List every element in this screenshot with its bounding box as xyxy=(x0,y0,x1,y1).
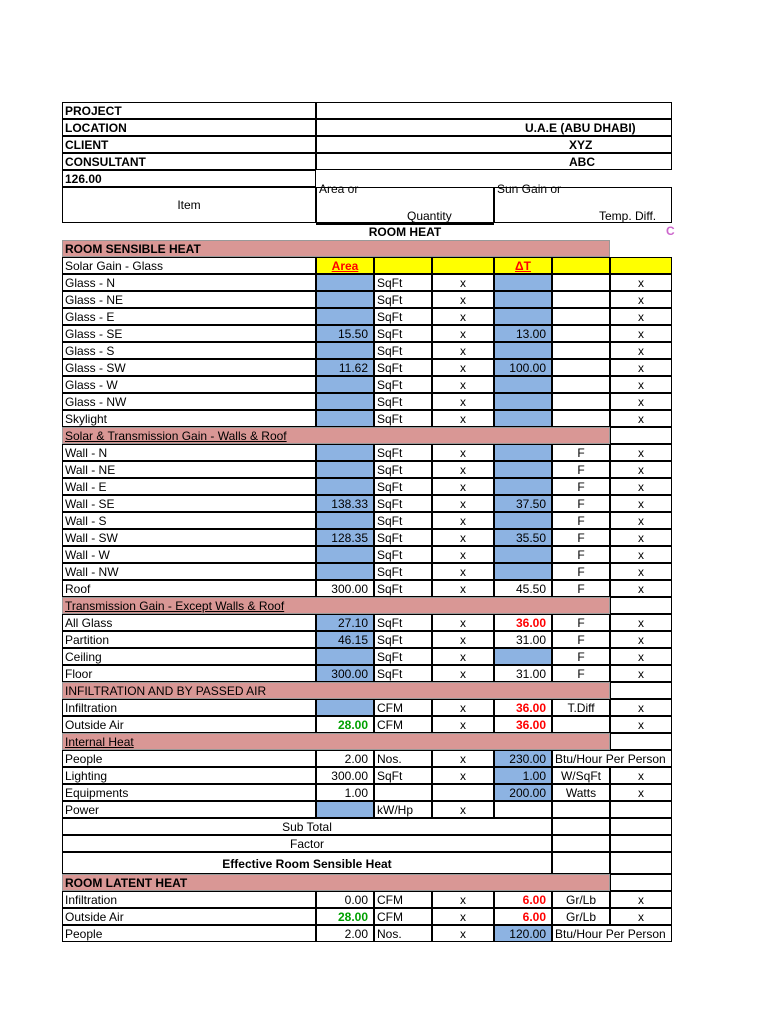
row-multiplier-2: x xyxy=(610,716,672,733)
row-delta-t-value[interactable] xyxy=(494,410,552,427)
row-area-value[interactable]: 27.10 xyxy=(316,614,374,631)
row-delta-t-value[interactable] xyxy=(494,291,552,308)
row-multiplier: x xyxy=(432,461,494,478)
row-multiplier-2: x xyxy=(610,512,672,529)
table-row xyxy=(62,376,672,393)
row-item-label: People xyxy=(62,925,316,942)
row-area-value[interactable] xyxy=(316,563,374,580)
row-item-label: Infiltration xyxy=(62,699,316,716)
table-row xyxy=(62,393,672,410)
row-item-label: Wall - W xyxy=(62,546,316,563)
row-multiplier-2: x xyxy=(610,376,672,393)
row-delta-t-value[interactable] xyxy=(494,546,552,563)
row-delta-t-value[interactable]: 31.00 xyxy=(494,631,552,648)
table-row xyxy=(62,274,672,291)
area-header: Area xyxy=(316,257,374,274)
table-row xyxy=(62,801,672,818)
row-multiplier-2: x xyxy=(610,546,672,563)
table-row xyxy=(62,716,672,733)
row-delta-t-value[interactable]: 35.50 xyxy=(494,529,552,546)
blank-cell xyxy=(316,170,672,187)
row-area-value[interactable] xyxy=(316,648,374,665)
row-multiplier-2: x xyxy=(610,699,672,716)
row-multiplier-2: x xyxy=(610,891,672,908)
row-multiplier-2: x xyxy=(610,478,672,495)
row-secondary-unit: Btu/Hour Per Person xyxy=(552,750,672,767)
row-unit: SqFt xyxy=(374,393,432,410)
sheet-number: 126.00 xyxy=(62,170,316,187)
blank-cell xyxy=(610,874,672,891)
row-unit: CFM xyxy=(374,891,432,908)
row-item-label: Wall - E xyxy=(62,478,316,495)
sub-total-label: Sub Total xyxy=(62,818,552,835)
row-secondary-unit: F xyxy=(552,614,610,631)
row-multiplier: x xyxy=(432,410,494,427)
client-label: CLIENT xyxy=(62,136,316,153)
row-multiplier-2: x xyxy=(610,580,672,597)
effective-rsh-label: Effective Room Sensible Heat xyxy=(62,852,552,874)
row-secondary-unit xyxy=(552,325,610,342)
row-secondary-unit xyxy=(552,376,610,393)
row-delta-t-value[interactable] xyxy=(494,648,552,665)
row-item-label: Glass - E xyxy=(62,308,316,325)
row-secondary-unit: F xyxy=(552,461,610,478)
row-secondary-unit: F xyxy=(552,529,610,546)
blank-cell xyxy=(552,852,610,874)
row-secondary-unit xyxy=(552,274,610,291)
row-multiplier-2: x xyxy=(610,274,672,291)
row-unit: SqFt xyxy=(374,410,432,427)
row-secondary-unit: Gr/Lb xyxy=(552,891,610,908)
row-unit: Nos. xyxy=(374,750,432,767)
row-delta-t-value[interactable]: 200.00 xyxy=(494,784,552,801)
row-area-value[interactable] xyxy=(316,801,374,818)
yellow-cell xyxy=(374,257,432,274)
row-item-label: Glass - SE xyxy=(62,325,316,342)
factor-label: Factor xyxy=(62,835,552,852)
blank-cell xyxy=(552,818,610,835)
row-multiplier: x xyxy=(432,512,494,529)
row-multiplier: x xyxy=(432,393,494,410)
table-row xyxy=(62,750,672,767)
row-item-label: All Glass xyxy=(62,614,316,631)
row-multiplier: x xyxy=(432,359,494,376)
row-area-value[interactable] xyxy=(316,546,374,563)
row-item-label: Glass - S xyxy=(62,342,316,359)
row-area-value[interactable]: 2.00 xyxy=(316,750,374,767)
row-delta-t-value[interactable] xyxy=(494,342,552,359)
row-delta-t-value[interactable] xyxy=(494,308,552,325)
row-unit: SqFt xyxy=(374,546,432,563)
row-multiplier: x xyxy=(432,563,494,580)
row-multiplier: x xyxy=(432,546,494,563)
row-multiplier-2: x xyxy=(610,665,672,682)
table-row xyxy=(62,359,672,376)
row-multiplier-2: x xyxy=(610,325,672,342)
blank-cell xyxy=(610,818,672,835)
row-item-label: Power xyxy=(62,801,316,818)
table-row xyxy=(62,699,672,716)
row-multiplier: x xyxy=(432,699,494,716)
row-multiplier-2: x xyxy=(610,529,672,546)
row-unit: SqFt xyxy=(374,512,432,529)
table-row xyxy=(62,563,672,580)
client-value[interactable]: XYZ xyxy=(316,136,672,153)
table-row xyxy=(62,291,672,308)
row-multiplier: x xyxy=(432,767,494,784)
row-delta-t-value[interactable]: 45.50 xyxy=(494,580,552,597)
row-multiplier: x xyxy=(432,342,494,359)
row-multiplier-2: x xyxy=(610,908,672,925)
row-multiplier-2: x xyxy=(610,308,672,325)
row-area-value[interactable]: 11.62 xyxy=(316,359,374,376)
row-secondary-unit: Btu/Hour Per Person xyxy=(552,925,672,942)
table-row xyxy=(62,546,672,563)
row-delta-t-value[interactable] xyxy=(494,393,552,410)
row-multiplier-2: x xyxy=(610,495,672,512)
row-unit: CFM xyxy=(374,699,432,716)
row-unit: SqFt xyxy=(374,376,432,393)
row-multiplier: x xyxy=(432,529,494,546)
section-infiltration-bypass: INFILTRATION AND BY PASSED AIR xyxy=(62,682,610,699)
row-area-value[interactable]: 1.00 xyxy=(316,784,374,801)
row-multiplier-2: x xyxy=(610,410,672,427)
table-row xyxy=(62,342,672,359)
row-area-value[interactable]: 15.50 xyxy=(316,325,374,342)
row-multiplier-2: x xyxy=(610,444,672,461)
row-multiplier: x xyxy=(432,478,494,495)
row-item-label: Infiltration xyxy=(62,891,316,908)
yellow-cell xyxy=(610,257,672,274)
row-area-value[interactable] xyxy=(316,461,374,478)
row-delta-t-value[interactable]: 13.00 xyxy=(494,325,552,342)
row-secondary-unit xyxy=(552,393,610,410)
row-secondary-unit xyxy=(552,342,610,359)
row-secondary-unit: F xyxy=(552,665,610,682)
row-item-label: Glass - N xyxy=(62,274,316,291)
room-heat-title: ROOM HEAT xyxy=(316,223,494,240)
row-delta-t-value[interactable]: 100.00 xyxy=(494,359,552,376)
row-item-label: Wall - NE xyxy=(62,461,316,478)
blank-cell xyxy=(610,682,672,699)
row-multiplier-2: x xyxy=(610,614,672,631)
row-unit: SqFt xyxy=(374,461,432,478)
row-area-value[interactable]: 46.15 xyxy=(316,631,374,648)
blank-cell xyxy=(610,733,672,750)
row-unit: SqFt xyxy=(374,580,432,597)
row-multiplier: x xyxy=(432,325,494,342)
row-secondary-unit: T.Diff xyxy=(552,699,610,716)
row-unit: SqFt xyxy=(374,648,432,665)
row-unit: Nos. xyxy=(374,925,432,942)
row-area-value[interactable] xyxy=(316,342,374,359)
row-area-value[interactable]: 28.00 xyxy=(316,716,374,733)
row-unit: SqFt xyxy=(374,308,432,325)
temp-diff-label: Temp. Diff. xyxy=(599,209,657,223)
location-value[interactable]: U.A.E (ABU DHABI) xyxy=(316,119,672,136)
row-unit: SqFt xyxy=(374,614,432,631)
row-delta-t-value[interactable] xyxy=(494,376,552,393)
row-unit: SqFt xyxy=(374,291,432,308)
row-multiplier: x xyxy=(432,908,494,925)
row-secondary-unit: F xyxy=(552,495,610,512)
row-delta-t-value[interactable] xyxy=(494,444,552,461)
row-delta-t-value[interactable] xyxy=(494,801,552,818)
item-header: Item xyxy=(62,187,316,223)
row-item-label: Wall - NW xyxy=(62,563,316,580)
row-multiplier: x xyxy=(432,495,494,512)
row-delta-t-value[interactable]: 230.00 xyxy=(494,750,552,767)
row-multiplier-2: x xyxy=(610,393,672,410)
row-item-label: Lighting xyxy=(62,767,316,784)
table-row xyxy=(62,478,672,495)
heat-load-sheet xyxy=(62,102,675,942)
row-secondary-unit xyxy=(552,308,610,325)
row-unit: SqFt xyxy=(374,359,432,376)
project-value[interactable] xyxy=(316,102,672,119)
row-area-value[interactable] xyxy=(316,308,374,325)
row-multiplier: x xyxy=(432,274,494,291)
row-multiplier-2: x xyxy=(610,631,672,648)
row-secondary-unit: F xyxy=(552,478,610,495)
row-delta-t-value[interactable] xyxy=(494,512,552,529)
row-secondary-unit: F xyxy=(552,512,610,529)
row-delta-t-value[interactable]: 36.00 xyxy=(494,716,552,733)
row-multiplier: x xyxy=(432,648,494,665)
row-area-value[interactable]: 138.33 xyxy=(316,495,374,512)
row-item-label: Outside Air xyxy=(62,908,316,925)
row-unit xyxy=(374,784,432,801)
row-secondary-unit: Gr/Lb xyxy=(552,908,610,925)
yellow-cell xyxy=(432,257,494,274)
row-unit: kW/Hp xyxy=(374,801,432,818)
row-delta-t-value[interactable] xyxy=(494,274,552,291)
row-delta-t-value[interactable]: 6.00 xyxy=(494,891,552,908)
project-label: PROJECT xyxy=(62,102,316,119)
row-multiplier-2: x xyxy=(610,342,672,359)
table-row xyxy=(62,325,672,342)
area-quantity-header xyxy=(316,182,494,223)
row-delta-t-value[interactable]: 31.00 xyxy=(494,665,552,682)
row-secondary-unit: Watts xyxy=(552,784,610,801)
row-unit: SqFt xyxy=(374,444,432,461)
clipped-column-char: C xyxy=(666,224,675,238)
row-area-value[interactable] xyxy=(316,444,374,461)
row-secondary-unit: F xyxy=(552,580,610,597)
row-area-value[interactable]: 300.00 xyxy=(316,767,374,784)
row-item-label: Wall - SE xyxy=(62,495,316,512)
table-row xyxy=(62,648,672,665)
blank-cell xyxy=(552,835,610,852)
table-row xyxy=(62,631,672,648)
table-row xyxy=(62,784,672,801)
table-row xyxy=(62,512,672,529)
row-multiplier: x xyxy=(432,665,494,682)
row-multiplier: x xyxy=(432,291,494,308)
row-delta-t-value[interactable] xyxy=(494,563,552,580)
table-row xyxy=(62,461,672,478)
row-delta-t-value[interactable] xyxy=(494,461,552,478)
row-unit: SqFt xyxy=(374,767,432,784)
table-row xyxy=(62,444,672,461)
area-of-label: Area or xyxy=(319,182,359,196)
section-transmission-except-walls-roof: Transmission Gain - Except Walls & Roof xyxy=(62,597,610,614)
quantity-label: Quantity xyxy=(407,209,452,223)
row-multiplier xyxy=(432,784,494,801)
row-multiplier: x xyxy=(432,614,494,631)
blank-cell xyxy=(610,597,672,614)
row-multiplier-2 xyxy=(610,801,672,818)
row-multiplier-2: x xyxy=(610,767,672,784)
row-item-label: Roof xyxy=(62,580,316,597)
yellow-cell xyxy=(552,257,610,274)
row-unit: SqFt xyxy=(374,631,432,648)
row-secondary-unit xyxy=(552,716,610,733)
section-internal-heat: Internal Heat xyxy=(62,733,610,750)
row-multiplier-2: x xyxy=(610,359,672,376)
row-delta-t-value[interactable]: 36.00 xyxy=(494,699,552,716)
row-multiplier: x xyxy=(432,801,494,818)
table-row xyxy=(62,908,672,925)
row-area-value[interactable]: 2.00 xyxy=(316,925,374,942)
row-multiplier-2: x xyxy=(610,563,672,580)
row-multiplier-2: x xyxy=(610,784,672,801)
row-area-value[interactable]: 128.35 xyxy=(316,529,374,546)
table-row xyxy=(62,529,672,546)
row-unit: SqFt xyxy=(374,665,432,682)
row-unit: SqFt xyxy=(374,529,432,546)
section-room-sensible-heat: ROOM SENSIBLE HEAT xyxy=(62,240,610,257)
row-area-value[interactable] xyxy=(316,393,374,410)
row-delta-t-value[interactable] xyxy=(494,478,552,495)
section-room-latent-heat: ROOM LATENT HEAT xyxy=(62,874,610,891)
table-row xyxy=(62,308,672,325)
row-area-value[interactable]: 300.00 xyxy=(316,665,374,682)
table-row xyxy=(62,767,672,784)
sun-gain-label: Sun Gain or xyxy=(497,182,562,196)
row-unit: SqFt xyxy=(374,563,432,580)
consultant-label: CONSULTANT xyxy=(62,153,316,170)
row-multiplier: x xyxy=(432,716,494,733)
consultant-value[interactable]: ABC xyxy=(316,153,672,170)
row-unit: SqFt xyxy=(374,495,432,512)
row-area-value[interactable] xyxy=(316,478,374,495)
row-item-label: Glass - SW xyxy=(62,359,316,376)
table-row xyxy=(62,891,672,908)
row-unit: SqFt xyxy=(374,325,432,342)
row-area-value[interactable] xyxy=(316,512,374,529)
row-delta-t-value[interactable]: 36.00 xyxy=(494,614,552,631)
row-item-label: Glass - NW xyxy=(62,393,316,410)
row-secondary-unit: F xyxy=(552,444,610,461)
table-row xyxy=(62,580,672,597)
row-multiplier: x xyxy=(432,376,494,393)
row-multiplier: x xyxy=(432,631,494,648)
row-unit: CFM xyxy=(374,908,432,925)
row-secondary-unit: F xyxy=(552,563,610,580)
table-row xyxy=(62,410,672,427)
row-item-label: People xyxy=(62,750,316,767)
sun-gain-header xyxy=(494,182,672,223)
row-item-label: Floor xyxy=(62,665,316,682)
row-area-value[interactable] xyxy=(316,274,374,291)
location-label: LOCATION xyxy=(62,119,316,136)
row-item-label: Ceiling xyxy=(62,648,316,665)
row-item-label: Partition xyxy=(62,631,316,648)
row-delta-t-value[interactable]: 37.50 xyxy=(494,495,552,512)
row-unit: SqFt xyxy=(374,342,432,359)
row-multiplier: x xyxy=(432,580,494,597)
row-multiplier-2: x xyxy=(610,461,672,478)
row-secondary-unit: W/SqFt xyxy=(552,767,610,784)
row-item-label: Skylight xyxy=(62,410,316,427)
row-area-value[interactable] xyxy=(316,410,374,427)
row-multiplier: x xyxy=(432,444,494,461)
row-secondary-unit xyxy=(552,410,610,427)
row-secondary-unit: F xyxy=(552,631,610,648)
row-area-value[interactable]: 300.00 xyxy=(316,580,374,597)
row-secondary-unit xyxy=(552,291,610,308)
blank-cell xyxy=(610,852,672,874)
row-secondary-unit: F xyxy=(552,546,610,563)
row-multiplier-2: x xyxy=(610,291,672,308)
row-multiplier: x xyxy=(432,308,494,325)
table-row xyxy=(62,495,672,512)
row-multiplier: x xyxy=(432,750,494,767)
solar-gain-glass-label: Solar Gain - Glass xyxy=(62,257,316,274)
row-item-label: Wall - S xyxy=(62,512,316,529)
row-item-label: Equipments xyxy=(62,784,316,801)
row-delta-t-value[interactable]: 6.00 xyxy=(494,908,552,925)
row-delta-t-value[interactable]: 1.00 xyxy=(494,767,552,784)
row-item-label: Wall - SW xyxy=(62,529,316,546)
row-multiplier: x xyxy=(432,891,494,908)
row-unit: SqFt xyxy=(374,274,432,291)
row-secondary-unit xyxy=(552,801,610,818)
row-secondary-unit xyxy=(552,359,610,376)
section-solar-transmission-walls-roof: Solar & Transmission Gain - Walls & Roof xyxy=(62,427,610,444)
row-multiplier-2: x xyxy=(610,648,672,665)
row-item-label: Outside Air xyxy=(62,716,316,733)
row-unit: SqFt xyxy=(374,478,432,495)
table-row xyxy=(62,614,672,631)
row-secondary-unit: F xyxy=(552,648,610,665)
row-unit: CFM xyxy=(374,716,432,733)
row-area-value[interactable]: 28.00 xyxy=(316,908,374,925)
row-item-label: Glass - NE xyxy=(62,291,316,308)
row-item-label: Glass - W xyxy=(62,376,316,393)
row-area-value[interactable] xyxy=(316,699,374,716)
row-area-value[interactable] xyxy=(316,291,374,308)
table-row xyxy=(62,925,672,942)
row-delta-t-value[interactable]: 120.00 xyxy=(494,925,552,942)
delta-t-header: ΔT xyxy=(494,257,552,274)
row-area-value[interactable]: 0.00 xyxy=(316,891,374,908)
row-item-label: Wall - N xyxy=(62,444,316,461)
table-row xyxy=(62,665,672,682)
row-area-value[interactable] xyxy=(316,376,374,393)
blank-cell xyxy=(610,427,672,444)
row-multiplier: x xyxy=(432,925,494,942)
blank-cell xyxy=(610,835,672,852)
